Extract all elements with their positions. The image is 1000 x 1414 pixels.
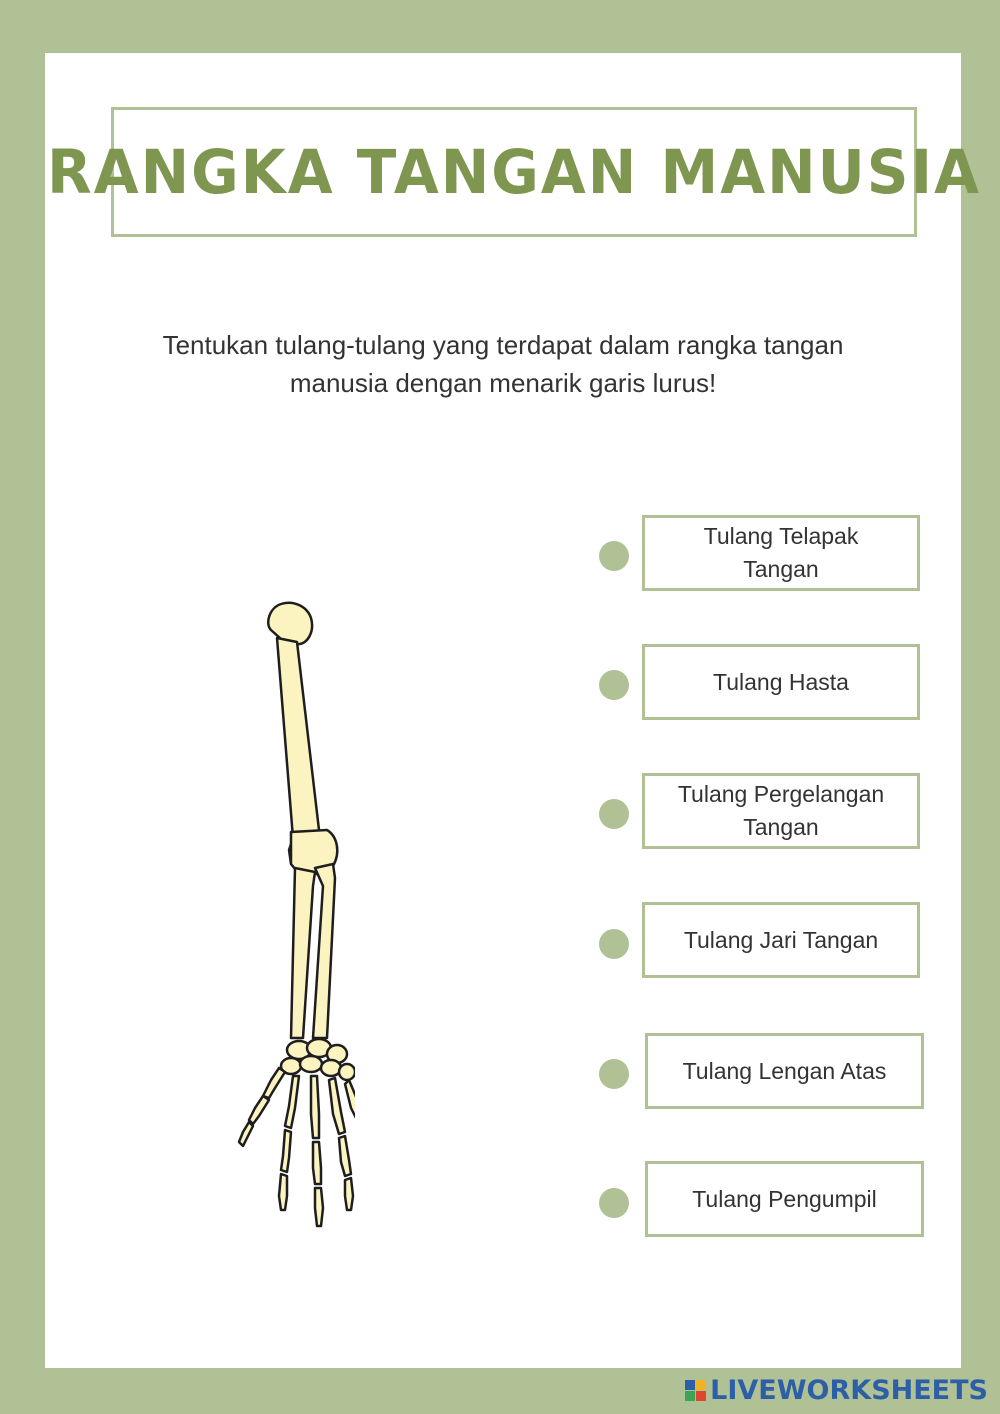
option-label-box-3[interactable] (642, 773, 920, 849)
match-dot-3[interactable] (599, 799, 629, 829)
match-dot-4[interactable] (599, 929, 629, 959)
option-label-1: Tulang Telapak Tangan (703, 523, 859, 582)
match-dot-1[interactable] (599, 541, 629, 571)
option-label-2: Tulang Hasta (713, 668, 849, 695)
brand-name: LIVEWORKSHEETS (710, 1375, 988, 1406)
match-dot-2[interactable] (599, 670, 629, 700)
option-label-6: Tulang Pengumpil (692, 1185, 877, 1212)
option-label-3: Tulang Pergelangan Tangan (677, 781, 885, 840)
match-dot-5[interactable] (599, 1059, 629, 1089)
arm-skeleton-illustration (195, 568, 355, 1248)
liveworksheets-logo-icon (685, 1380, 706, 1401)
match-dot-6[interactable] (599, 1188, 629, 1218)
option-label-box-4[interactable] (642, 902, 920, 978)
option-label-box-6[interactable] (645, 1161, 924, 1237)
option-label-4: Tulang Jari Tangan (683, 926, 879, 953)
option-label-box-1[interactable] (642, 515, 920, 591)
option-label-box-5[interactable] (645, 1033, 924, 1109)
liveworksheets-brand (685, 1375, 988, 1406)
worksheet-page (45, 53, 981, 1368)
ulna-bone (291, 868, 315, 1038)
title-box (47, 107, 981, 237)
radius-bone (313, 864, 335, 1038)
option-label-box-2[interactable] (642, 644, 920, 720)
option-label-5: Tulang Lengan Atas (682, 1057, 887, 1084)
page-title: RANGKA TANGAN MANUSIA (47, 136, 981, 208)
instructions-text: Tentukan tulang-tulang yang terdapat dalam rangka tangan manusia dengan menarik garis lurus! (162, 330, 844, 398)
